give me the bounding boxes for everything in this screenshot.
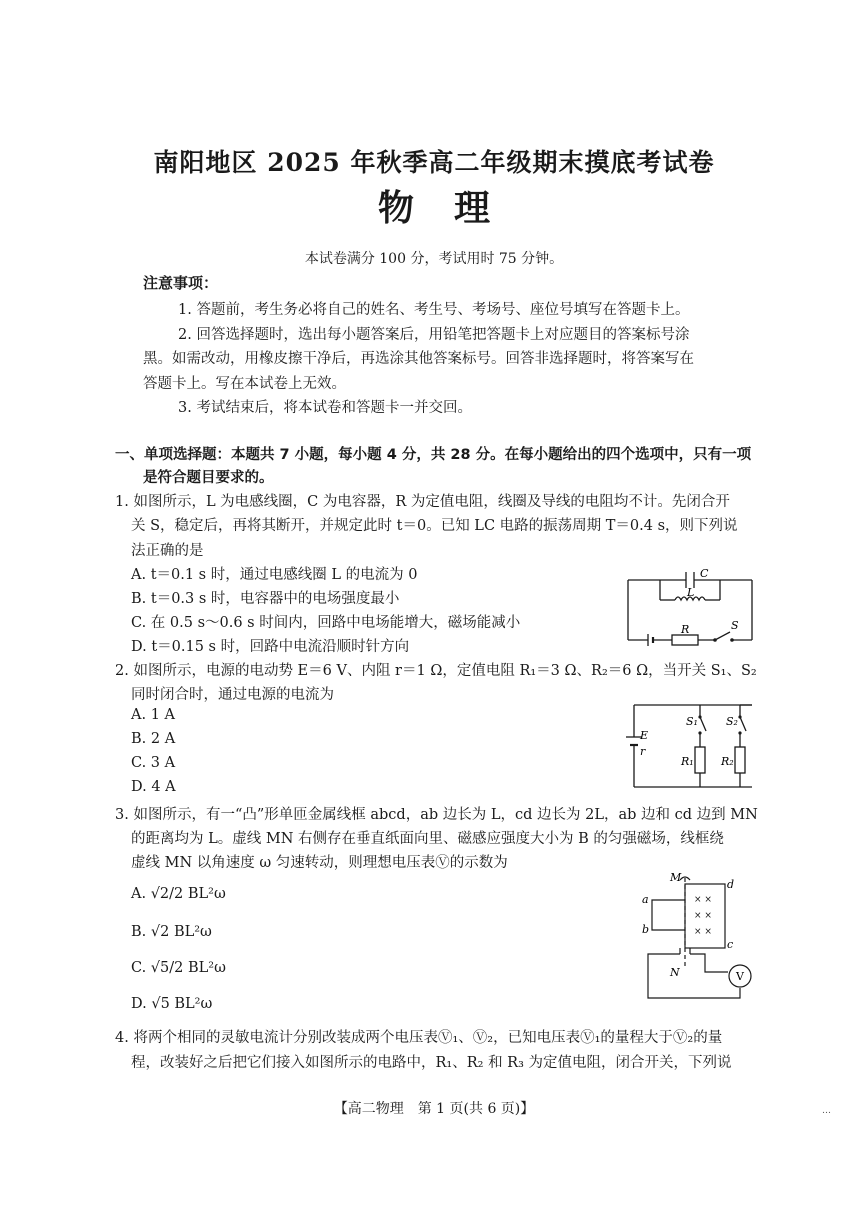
notice-line: 3. 考试结束后，将本试卷和答题卡一并交回。 [178,400,472,416]
q2-option-d: D. 4 A [131,779,176,795]
q3-option-b: B. √2 BL²ω [131,924,212,940]
q3-option-d: D. √5 BL²ω [131,996,213,1012]
notice-line: 答题卡上。写在本试卷上无效。 [143,376,346,392]
q3-fig-label-c: c [727,938,734,951]
q3-fig-label-v: V [736,970,744,983]
q1-fig-label-s: S [731,619,739,632]
q1-option-b: B. t＝0.3 s 时，电容器中的电场强度最小 [131,591,400,607]
q1-fig-label-c: C [700,567,709,580]
q3-stem: 的距离均为 L。虚线 MN 右侧存在垂直纸面向里、磁感应强度大小为 B 的匀强磁场，线框绕 [131,831,724,847]
q1-option-c: C. 在 0.5 s～0.6 s 时间内，回路中电场能增大，磁场能减小 [131,615,521,631]
subject-title: 物理 [377,187,530,229]
q1-option-d: D. t＝0.15 s 时，回路中电流沿顺时针方向 [131,639,410,655]
q4-stem: 程，改装好之后把它们接入如图所示的电路中，R₁、R₂ 和 R₃ 为定值电阻，闭合开关，下列说 [131,1055,732,1071]
q1-option-a: A. t＝0.1 s 时，通过电感线圈 L 的电流为 0 [131,567,418,583]
q4-stem: 4. 将两个相同的灵敏电流计分别改装成两个电压表Ⓥ₁、Ⓥ₂，已知电压表Ⓥ₁的量程大于Ⓥ₂的量 [115,1030,723,1046]
notice-line: 黑。如需改动，用橡皮擦干净后，再选涂其他答案标号。回答非选择题时，将答案写在 [143,351,694,367]
q2-fig-label-r1: R₁ [681,755,694,768]
q2-fig-label-s2: S₂ [726,715,738,728]
q2-option-b: B. 2 A [131,731,176,747]
q1-fig-label-r: R [681,623,690,636]
section-heading: 一、单项选择题：本题共 7 小题，每小题 4 分，共 28 分。在每小题给出的四个选项中，只有一项 [115,447,752,463]
q1-lc-circuit-diagram [620,558,760,648]
notice-heading: 注意事项： [143,274,219,292]
q3-fig-label-d: d [727,878,735,891]
q3-fig-label-a: a [642,893,649,906]
svg-text:× ×: × × [694,927,712,937]
exam-info: 本试卷满分 100 分，考试用时 75 分钟。 [304,251,564,267]
notice-line: 2. 回答选择题时，选出每小题答案后，用铅笔把答题卡上对应题目的答案标号涂 [178,327,690,343]
q3-option-c: C. √5/2 BL²ω [131,960,226,976]
q2-fig-label-r2: R₂ [721,755,734,768]
q2-fig-label-e: E [640,729,649,742]
q1-stem: 法正确的是 [131,543,204,559]
q2-fig-label-r: r [640,745,646,758]
q2-stem: 2. 如图所示，电源的电动势 E＝6 V、内阻 r＝1 Ω，定值电阻 R₁＝3 Ω、R₂＝6 Ω，当开关 S₁、S₂ [115,663,757,679]
section-heading-cont: 是符合题目要求的。 [143,470,274,486]
q1-fig-label-l: L [687,586,695,599]
svg-text:× ×: × × [694,895,712,905]
q2-circuit-diagram [620,697,760,793]
q2-option-a: A. 1 A [131,707,175,723]
q1-stem: 关 S，稳定后，再将其断开，并规定此时 t＝0。已知 LC 电路的振荡周期 T＝0.4 s，则下列说 [131,518,738,534]
q3-stem: 虚线 MN 以角速度 ω 匀速转动，则理想电压表Ⓥ的示数为 [131,855,508,871]
q3-fig-label-m: M [670,871,682,884]
q2-fig-label-s1: S₁ [686,715,698,728]
exam-title: 南阳地区 2025 年秋季高二年级期末摸底考试卷 [153,148,715,177]
q3-fig-label-n: N [670,966,680,979]
corner-mark: … [822,1106,831,1116]
q3-rotating-frame-diagram [630,870,760,1005]
svg-text:× ×: × × [694,911,712,921]
notice-line: 1. 答题前，考生务必将自己的姓名、考生号、考场号、座位号填写在答题卡上。 [178,302,690,318]
q3-stem: 3. 如图所示，有一“凸”形单匝金属线框 abcd，ab 边长为 L，cd 边长为 2L，ab 边和 cd 边到 MN [115,807,758,823]
q2-option-c: C. 3 A [131,755,176,771]
q2-stem: 同时闭合时，通过电源的电流为 [131,687,334,703]
q3-fig-label-b: b [642,923,650,936]
q3-option-a: A. √2/2 BL²ω [131,886,226,902]
page-footer: 【高二物理 第 1 页(共 6 页)】 [333,1101,535,1117]
q1-stem: 1. 如图所示，L 为电感线圈，C 为电容器，R 为定值电阻，线圈及导线的电阻均不计。先闭合开 [115,494,730,510]
